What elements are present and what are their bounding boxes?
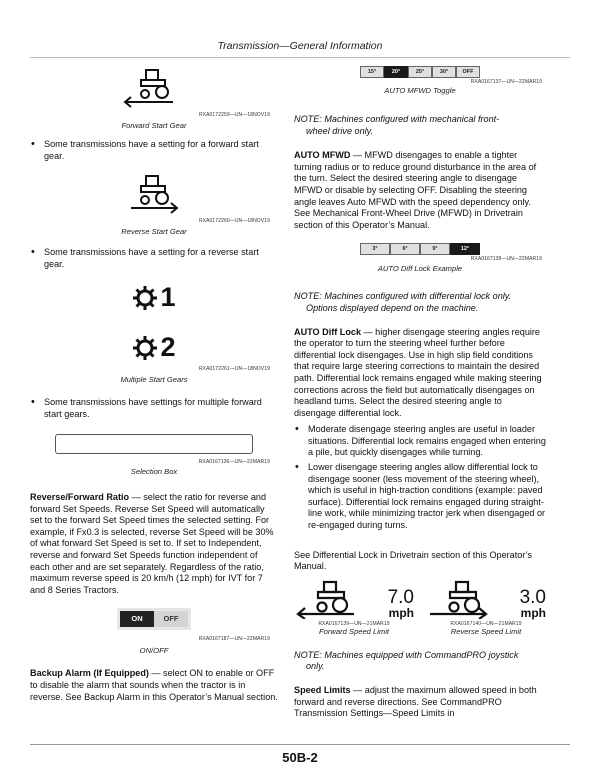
term: Reverse/Forward Ratio xyxy=(30,492,130,502)
figure-caption: Forward Start Gear xyxy=(121,121,187,130)
angle-option[interactable]: 20° xyxy=(384,66,408,78)
auto-diff-lock-figure xyxy=(294,243,546,275)
figure-caption: AUTO MFWD Toggle xyxy=(384,86,456,95)
term: AUTO MFWD xyxy=(294,150,351,161)
header-divider xyxy=(30,57,570,58)
note xyxy=(294,650,546,673)
figure-caption: Reverse Speed Limit xyxy=(450,626,522,636)
speed-value: 3.0 xyxy=(519,586,546,608)
figure-caption: Reverse Start Gear xyxy=(121,227,187,236)
reverse-start-gear-figure xyxy=(30,166,278,236)
figure-reference: RXA0167137—UN—22MAR19 xyxy=(470,79,542,85)
figure-caption: ON/OFF xyxy=(139,646,169,656)
figure-reference: RXA0167138—UN—22MAR19 xyxy=(470,256,542,263)
angle-option[interactable]: 12° xyxy=(450,243,480,255)
multiple-start-gears-figure xyxy=(30,278,278,384)
backup-alarm-paragraph xyxy=(30,668,278,703)
speed-unit: mph xyxy=(520,605,546,620)
see-differential-lock-paragraph: See Differential Lock in Drivetrain section of this Operator’s Manual. xyxy=(294,549,533,572)
angle-option[interactable]: 3° xyxy=(360,243,390,255)
tractor-reverse-arrow-icon xyxy=(121,172,181,214)
gear-number: 1 xyxy=(160,282,176,312)
tractor-reverse-arrow-icon xyxy=(426,579,490,619)
forward-speed-limit-figure xyxy=(294,579,414,636)
on-option[interactable]: ON xyxy=(120,611,154,627)
figure-reference: RXA0167140—UN—21MAR19 xyxy=(450,620,522,627)
angle-option[interactable]: 9° xyxy=(420,243,450,255)
footer-divider xyxy=(30,744,570,745)
angle-option[interactable]: OFF xyxy=(456,66,480,78)
figure-reference: RXA0167187—UN—22MAR19 xyxy=(198,636,270,643)
note-line: wheel drive only. xyxy=(306,125,374,136)
tractor-forward-arrow-icon xyxy=(121,66,181,108)
forward-start-gear-figure xyxy=(30,62,278,130)
gear-two xyxy=(30,332,278,363)
figure-reference: RXA0167139—UN—21MAR19 xyxy=(318,620,390,627)
diff-lock-angle-selector[interactable] xyxy=(294,243,546,255)
angle-option[interactable]: 25° xyxy=(408,66,432,78)
on-off-toggle[interactable] xyxy=(30,608,278,630)
speed-unit: mph xyxy=(388,605,414,620)
figure-reference: RXA0172260—UN—18NOV19 xyxy=(198,218,270,224)
body-text: — select ON to enable or OFF to disable the alarm that sounds when the tractor is in reverse. See Backup Alarm in this Operator’s Manual section. xyxy=(30,668,278,702)
right-column xyxy=(294,66,546,720)
note xyxy=(294,291,546,314)
figure-caption: Selection Box xyxy=(130,467,178,476)
angle-option[interactable]: 6° xyxy=(390,243,420,255)
auto-mfwd-toggle-figure xyxy=(294,66,546,96)
angle-option[interactable]: 15° xyxy=(360,66,384,78)
list-item: • Some transmissions have a setting for a forward start gear. xyxy=(30,138,278,162)
speed-value: 7.0 xyxy=(387,586,414,608)
gear-icon xyxy=(132,285,158,311)
auto-diff-lock-paragraph xyxy=(294,327,546,420)
body-text: — select the ratio for reverse and forward Set Speeds. Reverse Set Speed will automatically set to the forward Set Speed times the selected setting. For example, if Fx0.3 is selected, reverse Set Speed will be 30% of what forward Set Speed is set to. If set to Independent, reverse and forward Set Speeds function independent of each other and are set separately. Regardless of the ratio, maximum reverse speed is 20 km/h (12 mph) for IVT for 7 and 8 Series Tractors. xyxy=(30,492,274,595)
page-number: 50B-2 xyxy=(282,750,318,765)
list-item: • Some transmissions have a setting for a reverse start gear. xyxy=(30,246,278,270)
auto-mfwd-paragraph xyxy=(294,150,546,231)
term: Speed Limits xyxy=(294,685,351,695)
body-text: — adjust the maximum allowed speed in both forward and reverse directions. See CommandPRO Transmission Settings—Speed Limits in xyxy=(294,685,537,719)
reverse-speed-limit-figure xyxy=(426,579,546,636)
term: Backup Alarm (If Equipped) xyxy=(30,668,149,679)
gear-number: 2 xyxy=(160,332,176,362)
figure-reference: RXA0172259—UN—18NOV19 xyxy=(198,112,270,118)
note xyxy=(294,114,546,137)
selection-box-figure xyxy=(30,430,278,482)
selection-box[interactable] xyxy=(55,434,253,454)
gear-icon xyxy=(132,335,158,361)
tractor-forward-arrow-icon xyxy=(294,579,358,619)
note-line: only. xyxy=(306,661,325,672)
figure-caption: Multiple Start Gears xyxy=(120,375,188,384)
mfwd-angle-selector[interactable] xyxy=(294,66,546,78)
gear-one xyxy=(30,282,278,313)
page-header: Transmission—General Information xyxy=(217,40,383,52)
off-option[interactable]: OFF xyxy=(154,611,188,627)
body-text: — MFWD disengages to enable a tighter turning radius or to reduce ground disturbance in the area of the turn. Select the desired steering angle to disengage MFWD or disable by selecting OFF. Disabling the steering angle leaves Auto MFWD with the speed dependency only. See Mechanical Front-Wheel Drive (MFWD) in Drivetrain section of this Operator’s Manual. xyxy=(294,150,537,230)
list-item: • Lower disengage steering angles allow differential lock to disengage sooner (less movement of the steering wheel), which is useful in high-traction conditions (example: paved surface). Differential lock remains engaged during straight-line work, while minimizing tractor jerk when disengaged or re-engaged during turns. xyxy=(294,462,546,532)
list-item: • Some transmissions have settings for multiple forward start gears. xyxy=(30,396,278,420)
speed-limit-figures xyxy=(294,579,546,636)
reverse-forward-ratio-paragraph xyxy=(30,492,278,596)
body-text: — higher disengage steering angles require the operator to turn the steering wheel further before differential lock disengages. Use in high slip field conditions that require large steering corrections to maintain the desired path. Differential lock remains engaged while making steering corrections across the field but automatically disengages on headland turns. Select the desired steering angle to disengage differential lock. xyxy=(294,326,542,418)
note-line: NOTE: Machines configured with differential lock only. xyxy=(294,291,512,302)
term: AUTO Diff Lock xyxy=(294,326,362,337)
left-column xyxy=(30,62,278,703)
figure-caption: AUTO Diff Lock Example xyxy=(377,264,463,274)
speed-limits-paragraph xyxy=(294,685,546,720)
figure-caption: Forward Speed Limit xyxy=(318,626,390,636)
note-line: NOTE: Machines configured with mechanical front- xyxy=(294,114,500,124)
figure-reference: RXA0172261—UN—18NOV19 xyxy=(198,366,270,372)
note-line: NOTE: Machines equipped with CommandPRO joystick xyxy=(294,649,519,660)
note-line: Options displayed depend on the machine. xyxy=(306,302,479,313)
on-off-figure xyxy=(30,606,278,658)
list-item: • Moderate disengage steering angles are useful in loader situations. Differential lock remains engaged when entering a pile, but quickly disengages while turning. xyxy=(294,424,546,459)
angle-option[interactable]: 30° xyxy=(432,66,456,78)
figure-reference: RXA0167136—UN—22MAR19 xyxy=(198,459,270,465)
